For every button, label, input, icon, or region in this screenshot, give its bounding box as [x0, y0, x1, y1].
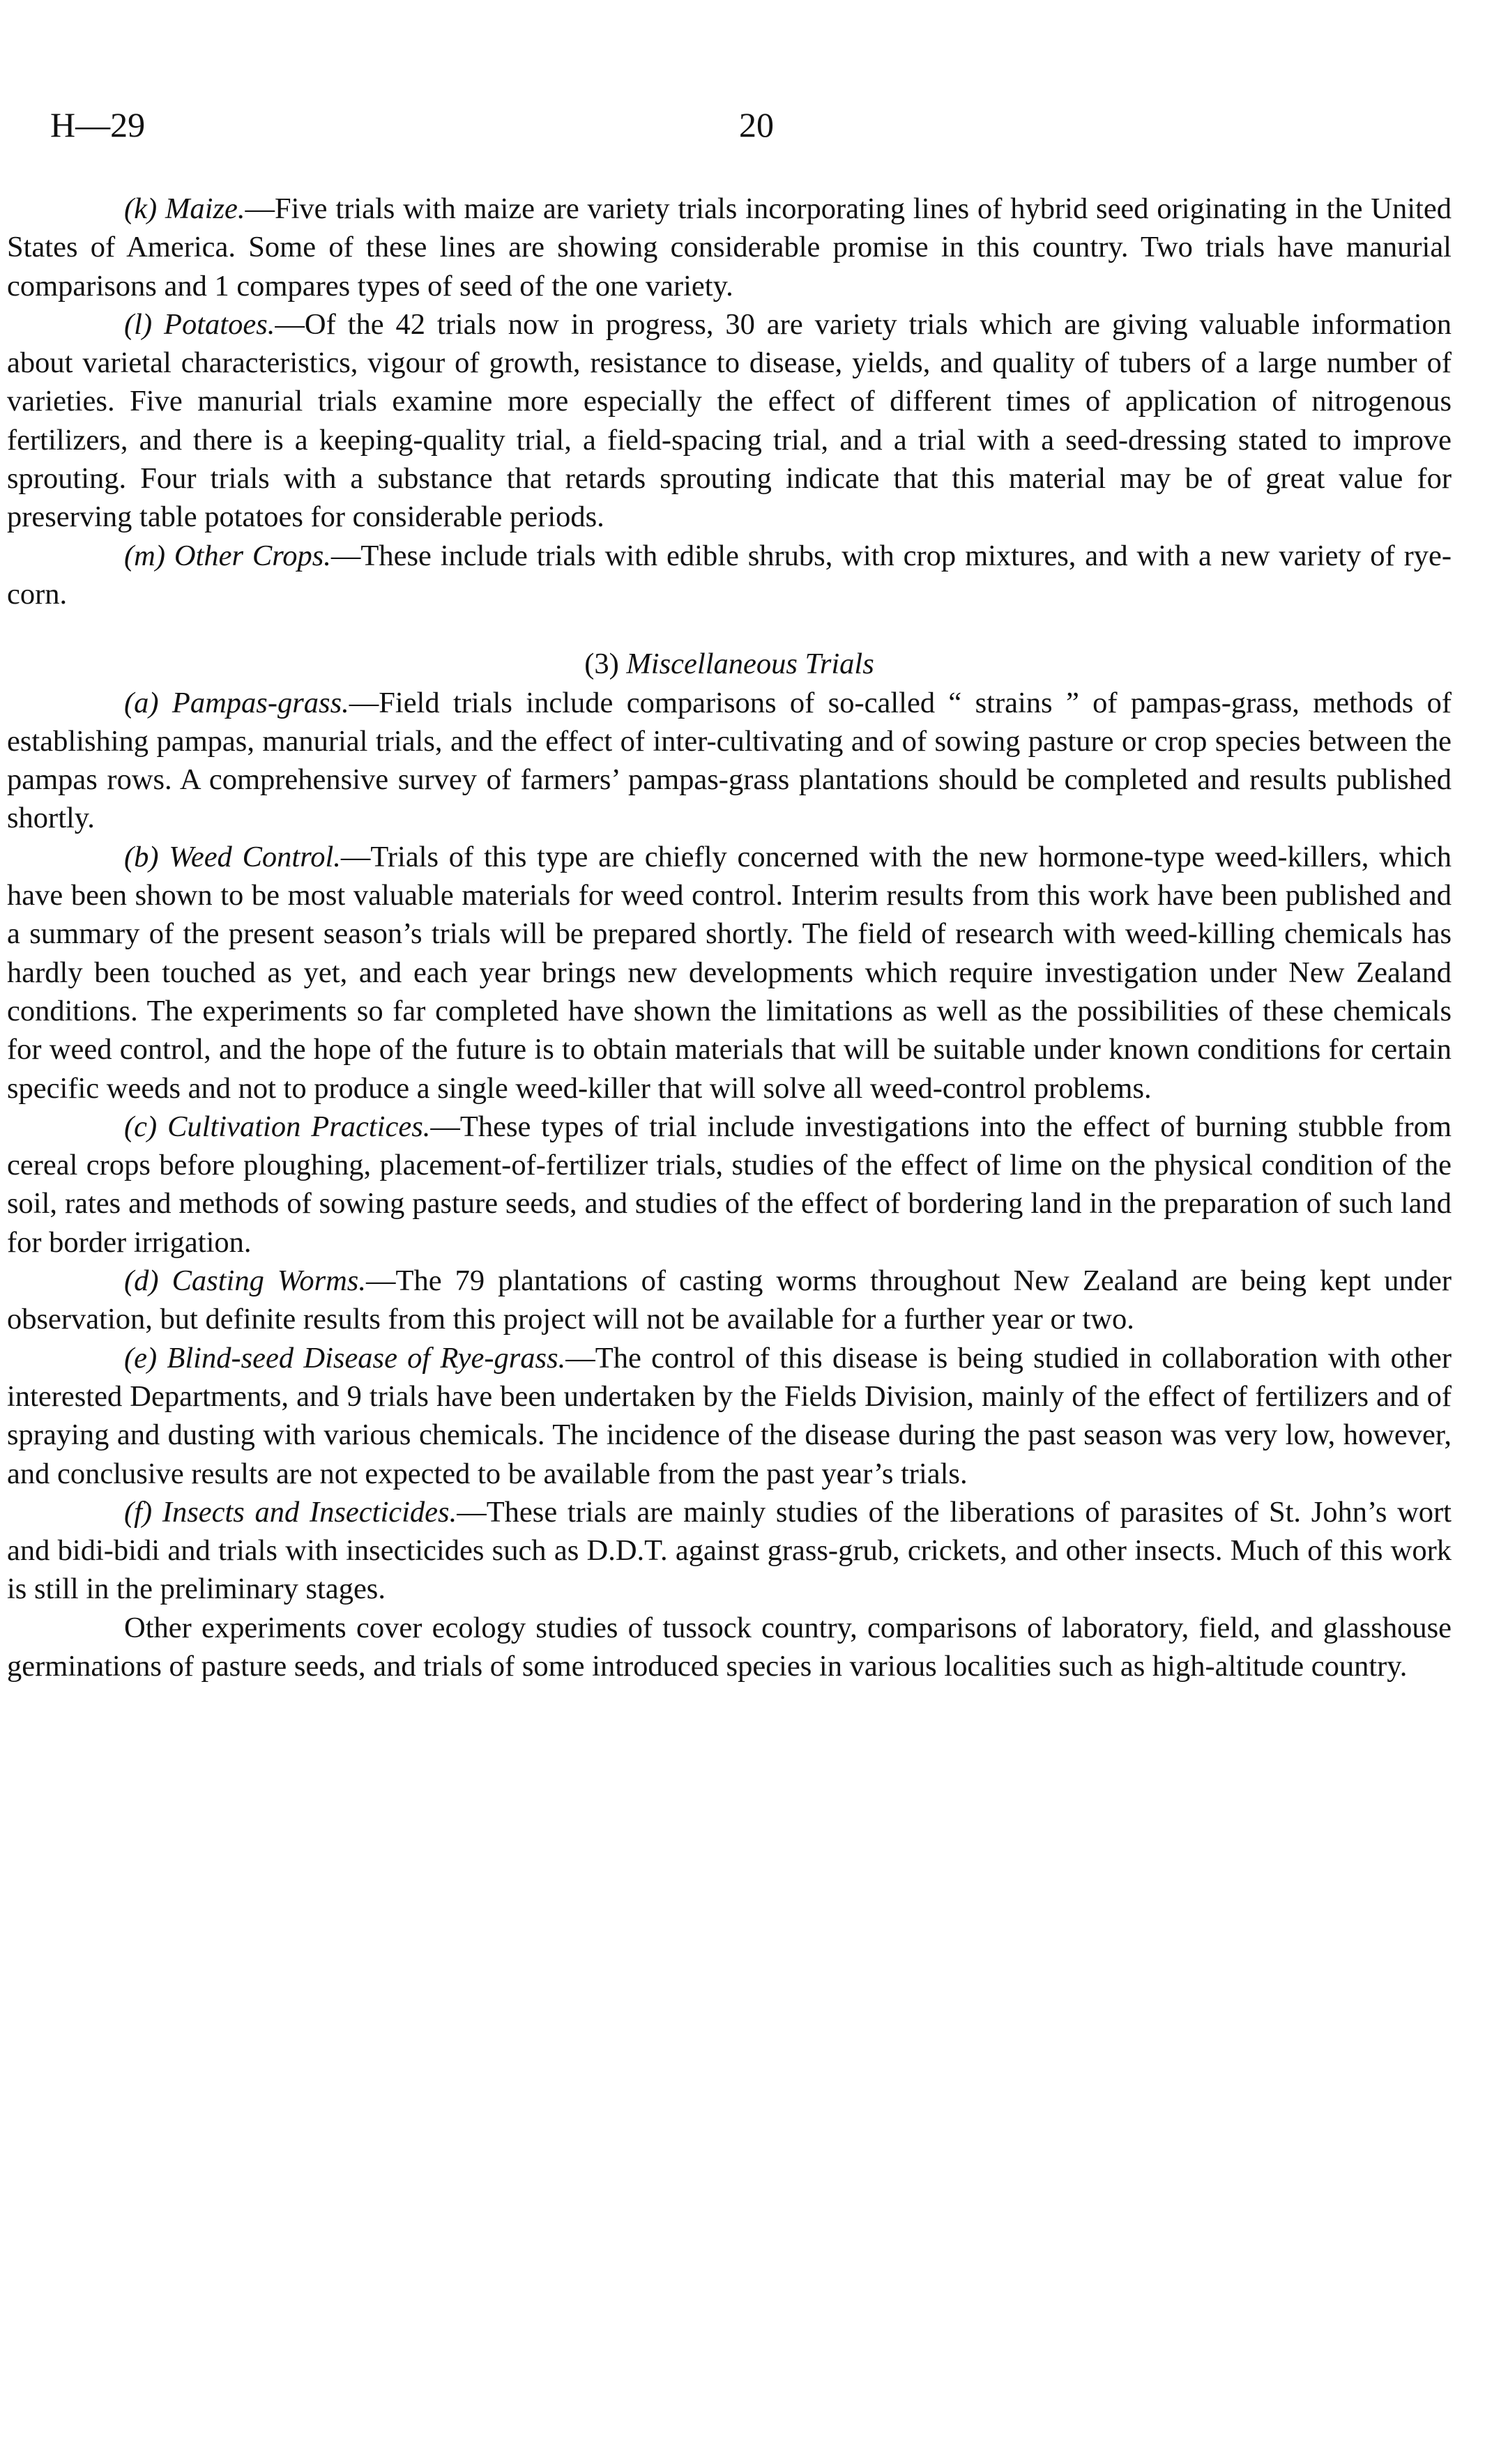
paragraph-label: (l) Potatoes. — [124, 307, 275, 341]
paragraph-potatoes — [7, 305, 1452, 537]
paragraph-weed-control — [7, 838, 1452, 1108]
paragraph-label: (b) Weed Control. — [124, 840, 341, 873]
paragraph-label: (k) Maize. — [124, 192, 245, 225]
paragraph-maize — [7, 190, 1452, 305]
body-text — [7, 190, 1452, 1685]
section-number: (3) — [584, 648, 627, 681]
paragraph-text: —The 79 plantations of casting worms throughout New Zealand are being kept under observation, but definite results from this project will not be available for a further year or two. — [7, 1264, 1452, 1336]
paragraph-text: —These types of trial include investigations into the effect of burning stubble from cereal crops before ploughing, placement-of-fertilizer trials, studies of the effect of lime on the physical condition of the soil, rates and methods of sowing pasture seeds, and studies of the effect of bordering land in the preparation of such land for border irrigation. — [7, 1110, 1452, 1259]
paragraph-label: (m) Other Crops. — [124, 539, 331, 572]
paragraph-other-experiments — [7, 1609, 1452, 1686]
paragraph-label: (f) Insects and Insecticides. — [124, 1495, 457, 1529]
paragraph-text: —These trials are mainly studies of the liberations of parasites of St. John’s wort and bidi-bidi and trials with insecticides such as D.D.T. against grass-grub, crickets, and other insects. Much of this work is still in the preliminary stages. — [7, 1495, 1452, 1606]
paragraph-text: —The control of this disease is being studied in collaboration with other interested Departments, and 9 trials have been undertaken by the Fields Division, mainly of the effect of fertilizers and of spraying and dusting with various chemicals. The incidence of the disease during the past season was very low, however, and conclusive results are not expected to be available from the past year’s trials. — [7, 1341, 1452, 1490]
paragraph-text: —Trials of this type are chiefly concerned with the new hormone-type weed-killers, which have been shown to be most valuable materials for weed control. Interim results from this work have been published and a summary of the present season’s trials will be prepared shortly. The field of research with weed-killing chemicals has hardly been touched as yet, and each year brings new developments which require investigation under New Zealand conditions. The experiments so far completed have shown the limitations as well as the possibilities of these chemicals for weed control, and the hope of the future is to obtain materials that will be suitable under known conditions for certain specific weeds and not to produce a single weed-killer that will solve all weed-control problems. — [7, 840, 1452, 1105]
paragraph-blind-seed-disease — [7, 1339, 1452, 1493]
paragraph-pampas-grass — [7, 684, 1452, 838]
paragraph-label: (a) Pampas-grass. — [124, 686, 349, 719]
paragraph-label: (d) Casting Worms. — [124, 1264, 366, 1298]
paragraph-casting-worms — [7, 1262, 1452, 1339]
paragraph-cultivation-practices — [7, 1108, 1452, 1262]
paragraph-label: (c) Cultivation Practices. — [124, 1110, 431, 1143]
paragraph-text: —Of the 42 trials now in progress, 30 are variety trials which are giving valuable information about varietal characteristics, vigour of growth, resistance to disease, yields, and quality of tubers of a large number of varieties. Five manurial trials examine more especially the effect of different times of application of nitrogenous fertilizers, and there is a keeping-quality trial, a field-spacing trial, and a trial with a seed-dressing stated to improve sprouting. Four trials with a substance that retards sprouting indicate that this material may be of great value for preserving table potatoes for considerable periods. — [7, 307, 1452, 534]
document-reference: H—29 — [50, 105, 146, 144]
paragraph-text: —Five trials with maize are variety trials incorporating lines of hybrid seed originating in the United States of America. Some of these lines are showing considerable promise in this country. Two trials have manurial comparisons and 1 compares types of seed of the one variety. — [7, 192, 1452, 303]
paragraph-insects — [7, 1493, 1452, 1609]
paragraph-other-crops — [7, 537, 1452, 614]
paragraph-text: —Field trials include comparisons of so-called “ strains ” of pampas-grass, methods of establishing pampas, manurial trials, and the effect of inter-cultivating and of sowing pasture or crop species between the pampas rows. A comprehensive survey of farmers’ pampas-grass plantations should be completed and results published shortly. — [7, 686, 1452, 835]
section-title: Miscellaneous Trials — [626, 648, 874, 681]
paragraph-label: (e) Blind-seed Disease of Rye-grass. — [124, 1341, 566, 1375]
page-number: 20 — [739, 105, 774, 144]
paragraph-text: Other experiments cover ecology studies of tussock country, comparisons of laboratory, field, and glasshouse germinations of pasture seeds, and trials of some introduced species in various localities such as high-altitude country. — [7, 1611, 1452, 1683]
paragraph-text: —These include trials with edible shrubs, with crop mixtures, and with a new variety of rye-corn. — [7, 539, 1452, 611]
section-heading — [7, 645, 1452, 683]
page-header — [50, 105, 1466, 153]
